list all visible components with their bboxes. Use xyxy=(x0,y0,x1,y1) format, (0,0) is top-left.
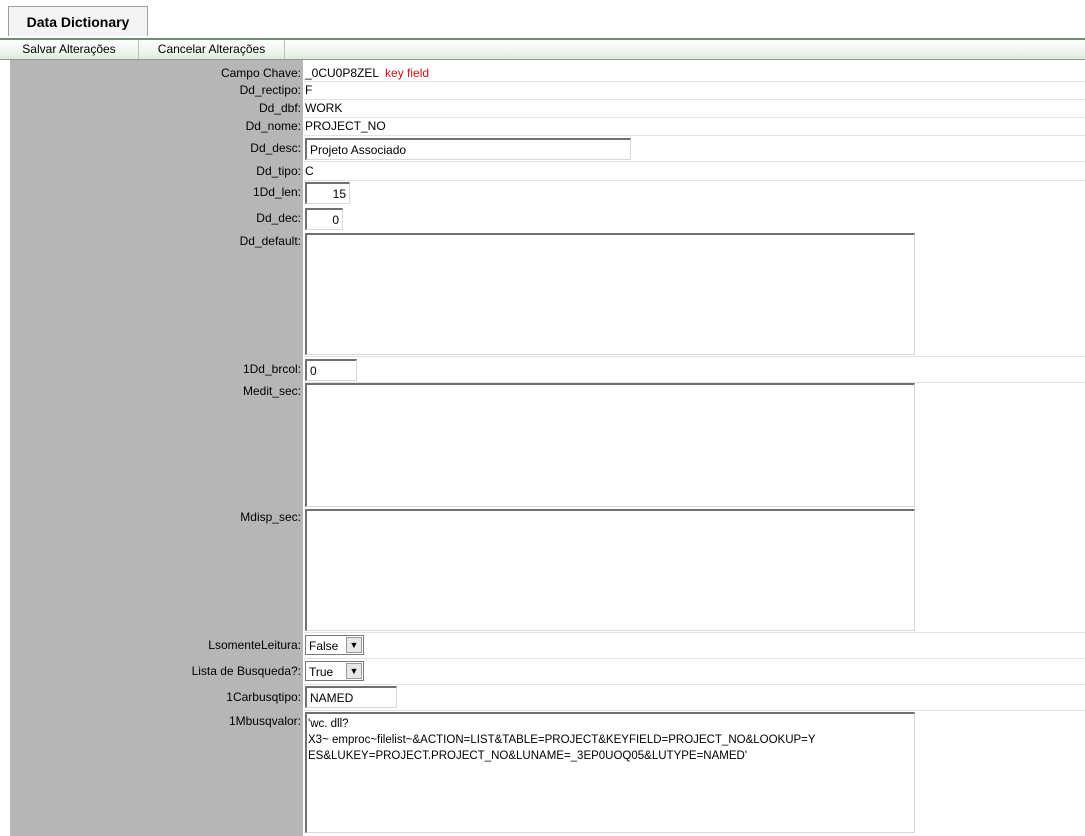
lsomente-leitura-select[interactable] xyxy=(305,635,364,655)
row-divider xyxy=(304,81,1085,82)
dd-rectipo-label: Dd_rectipo: xyxy=(239,83,301,97)
dd-dbf-label: Dd_dbf: xyxy=(258,101,301,115)
campo-chave-value xyxy=(305,65,429,81)
mdisp-sec-textarea[interactable] xyxy=(305,509,915,631)
row-divider xyxy=(304,356,1085,357)
lista-busqueda-select[interactable] xyxy=(305,661,364,681)
dd-len-input[interactable]: 15 xyxy=(305,182,350,204)
dd-nome-value: PROJECT_NO xyxy=(305,119,386,133)
lsomente-leitura-label: LsomenteLeitura: xyxy=(208,638,301,652)
mbusqvalor-textarea[interactable]: 'wc. dll? X3~ emproc~filelist~&ACTION=LIST&TABLE=PROJECT&KEYFIELD=PROJECT_NO&LOOKUP=Y ES&LUKEY=PROJECT.PROJECT_NO&LUNAME=_3EP0UOQ05&LUTYPE=NAMED' xyxy=(305,712,915,833)
tab-data-dictionary[interactable]: Data Dictionary xyxy=(8,6,148,36)
dd-dbf-value: WORK xyxy=(305,101,343,115)
campo-chave-label: Campo Chave: xyxy=(220,66,301,80)
dd-brcol-label: 1Dd_brcol: xyxy=(242,362,301,376)
dd-dec-input[interactable]: 0 xyxy=(305,208,343,230)
dd-len-label: 1Dd_len: xyxy=(252,185,301,199)
lista-busqueda-label: Lista de Busqueda?: xyxy=(191,664,301,678)
dd-default-textarea[interactable] xyxy=(305,233,915,355)
row-divider xyxy=(304,658,1085,659)
row-divider xyxy=(304,180,1085,181)
row-divider xyxy=(304,710,1085,711)
mbusqvalor-label: 1Mbusqvalor: xyxy=(228,714,301,728)
dd-rectipo-value: F xyxy=(305,83,313,97)
dd-tipo-value: C xyxy=(305,164,314,178)
row-divider xyxy=(304,117,1085,118)
mdisp-sec-label: Mdisp_sec: xyxy=(240,510,301,524)
tab-strip xyxy=(0,0,1085,40)
campo-chave-text: _0CU0P8ZEL xyxy=(305,66,380,80)
dd-default-label: Dd_default: xyxy=(239,234,301,248)
row-divider xyxy=(304,99,1085,100)
dd-desc-input[interactable]: Projeto Associado xyxy=(305,138,631,160)
row-divider xyxy=(304,684,1085,685)
carbusqtipo-input[interactable]: NAMED xyxy=(305,686,397,708)
lsomente-leitura-selected: False xyxy=(309,639,339,653)
medit-sec-textarea[interactable] xyxy=(305,383,915,507)
dd-dec-label: Dd_dec: xyxy=(256,211,301,225)
row-divider xyxy=(304,161,1085,162)
dd-desc-label: Dd_desc: xyxy=(250,141,301,155)
chevron-down-icon[interactable]: ▼ xyxy=(346,637,362,653)
key-field-note: key field xyxy=(385,66,430,80)
dd-brcol-input[interactable]: 0 xyxy=(305,359,357,381)
cancel-changes-button[interactable]: Cancelar Alterações xyxy=(139,40,285,59)
dd-nome-label: Dd_nome: xyxy=(245,119,301,133)
medit-sec-label: Medit_sec: xyxy=(242,384,301,398)
chevron-down-icon[interactable]: ▼ xyxy=(346,663,362,679)
save-changes-button[interactable]: Salvar Alterações xyxy=(0,40,139,59)
carbusqtipo-label: 1Carbusqtipo: xyxy=(226,690,301,704)
row-divider xyxy=(304,632,1085,633)
dd-tipo-label: Dd_tipo: xyxy=(256,164,301,178)
toolbar xyxy=(0,40,1085,60)
lista-busqueda-selected: True xyxy=(309,665,334,679)
row-divider xyxy=(304,135,1085,136)
